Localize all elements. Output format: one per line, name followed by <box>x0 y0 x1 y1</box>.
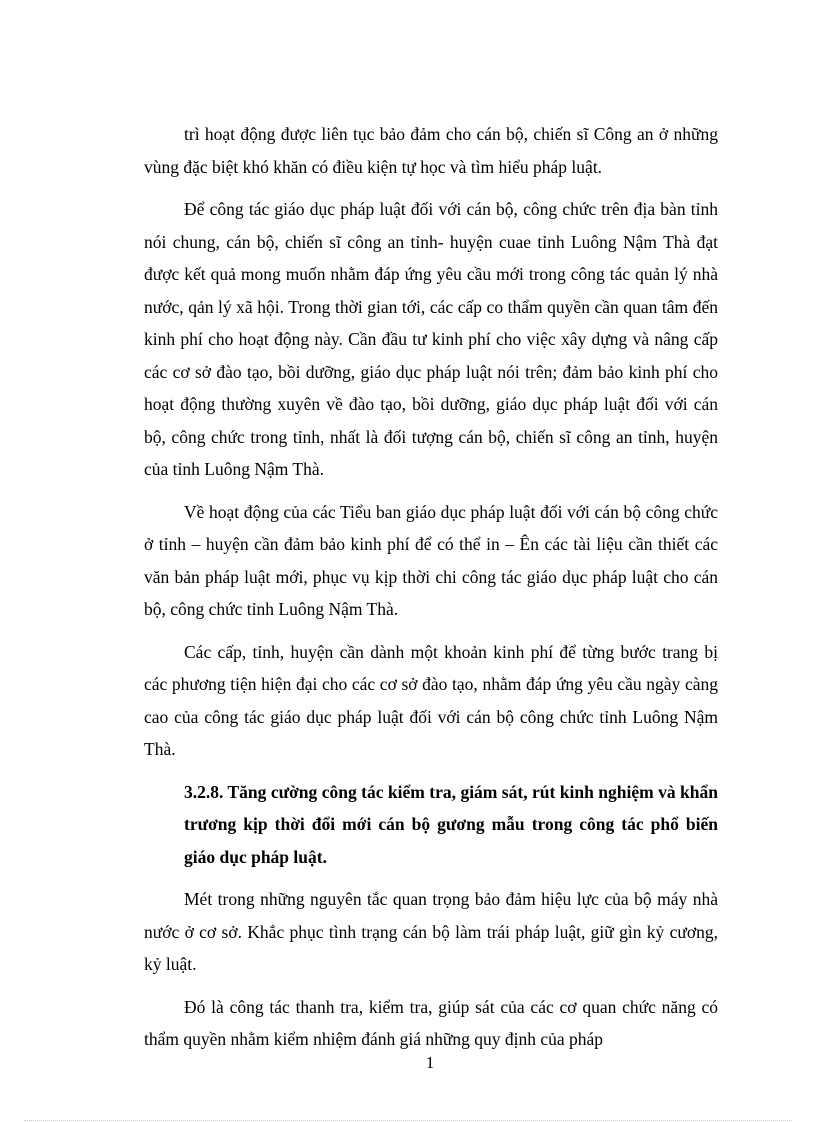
paragraph-equipment: Các cấp, tỉnh, huyện cần dành một khoản kinh phí để từng bước trang bị các phương tiện hiện đại cho các cơ sở đào tạo, nhằm đáp ứng yêu cầu ngày càng cao của công tác giáo dục pháp luật đối với cán bộ công chức tỉnh Luông Nậm Thà. <box>144 641 718 759</box>
paragraph-funding-education: Để công tác giáo dục pháp luật đối với cán bộ, công chức trên địa bàn tỉnh nói chung, cán bộ, chiến sĩ công an tỉnh- huyện cuae tỉnh Luông Nậm Thà đạt được kết quả mong muốn nhằm đáp ứng yêu cầu mới trong công tác quản lý nhà nước, qản lý xã hội. Trong thời gian tới, các cấp co thẩm quyền cần quan tâm đến kinh phí cho hoạt động này. Cần đầu tư kinh phí cho việc xây dựng và nâng cấp các cơ sở đào tạo, bồi dưỡng, giáo dục pháp luật nói trên; đảm bảo kinh phí cho hoạt động thường xuyên về đào tạo, bồi dưỡng, giáo dục pháp luật đối với cán bộ, công chức trong tỉnh, nhất là đối tượng cán bộ, chiến sĩ công an tỉnh, huyện của tỉnh Luông Nậm Thà. <box>144 199 718 479</box>
section-heading-3-2-8: 3.2.8. Tăng cường công tác kiểm tra, giám sát, rút kinh nghiệm và khẩn trương kịp thời đổi mới cán bộ gương mẫu trong công tác phổ biến giáo dục pháp luật. <box>184 781 718 867</box>
document-body <box>144 118 718 1066</box>
page-number: 1 <box>425 1053 435 1072</box>
paragraph-principle: Mét trong những nguyên tắc quan trọng bảo đảm hiệu lực của bộ máy nhà nước ở cơ sở. Khắc phục tình trạng cán bộ làm trái pháp luật, giữ gìn kỷ cương, kỷ luật. <box>144 889 718 974</box>
paragraph-inspection: Đó là công tác thanh tra, kiểm tra, giúp sát của các cơ quan chức năng có thẩm quyền nhằm kiểm nhiệm đánh giá những quy định của pháp <box>144 996 718 1049</box>
paragraph-subcommittee: Về hoạt động của các Tiểu ban giáo dục pháp luật đối với cán bộ công chức ở tỉnh – huyện cần đảm bảo kinh phí để có thể in – Ên các tài liệu cần thiết các văn bản pháp luật mới, phục vụ kịp thời chi công tác giáo dục pháp luật cho cán bộ, công chức tỉnh Luông Nậm Thà. <box>144 501 718 619</box>
page-bottom-divider <box>24 1120 792 1121</box>
paragraph-continuation: trì hoạt động được liên tục bảo đảm cho cán bộ, chiến sĩ Công an ở những vùng đặc biệt khó khăn có điều kiện tự học và tìm hiểu pháp luật. <box>144 124 718 177</box>
